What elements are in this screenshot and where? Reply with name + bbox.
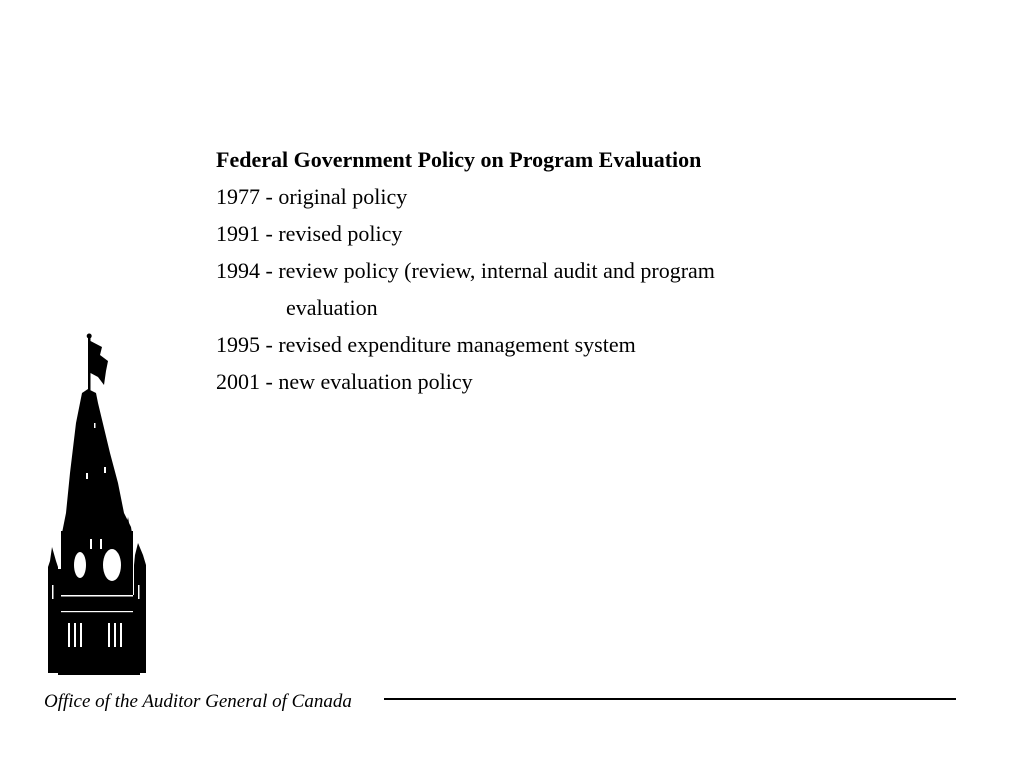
list-item bbox=[216, 326, 916, 363]
list-item bbox=[216, 178, 916, 215]
list-item bbox=[216, 252, 916, 326]
list-item bbox=[216, 363, 916, 400]
policy-item-text: 1991 - revised policy bbox=[216, 221, 403, 246]
policy-item-text: 1995 - revised expenditure management system bbox=[216, 332, 636, 357]
policy-timeline-list bbox=[216, 178, 916, 400]
policy-item-text: 2001 - new evaluation policy bbox=[216, 369, 473, 394]
footer-organization: Office of the Auditor General of Canada bbox=[44, 691, 352, 712]
peace-tower-icon bbox=[46, 333, 150, 676]
slide-title: Federal Government Policy on Program Evaluation bbox=[216, 147, 702, 172]
footer-divider bbox=[384, 698, 956, 700]
policy-item-text: 1994 - review policy (review, internal audit and program bbox=[216, 258, 715, 283]
policy-item-text: 1977 - original policy bbox=[216, 184, 408, 209]
slide-content bbox=[216, 141, 916, 400]
policy-item-continuation: evaluation bbox=[286, 295, 378, 320]
list-item bbox=[216, 215, 916, 252]
